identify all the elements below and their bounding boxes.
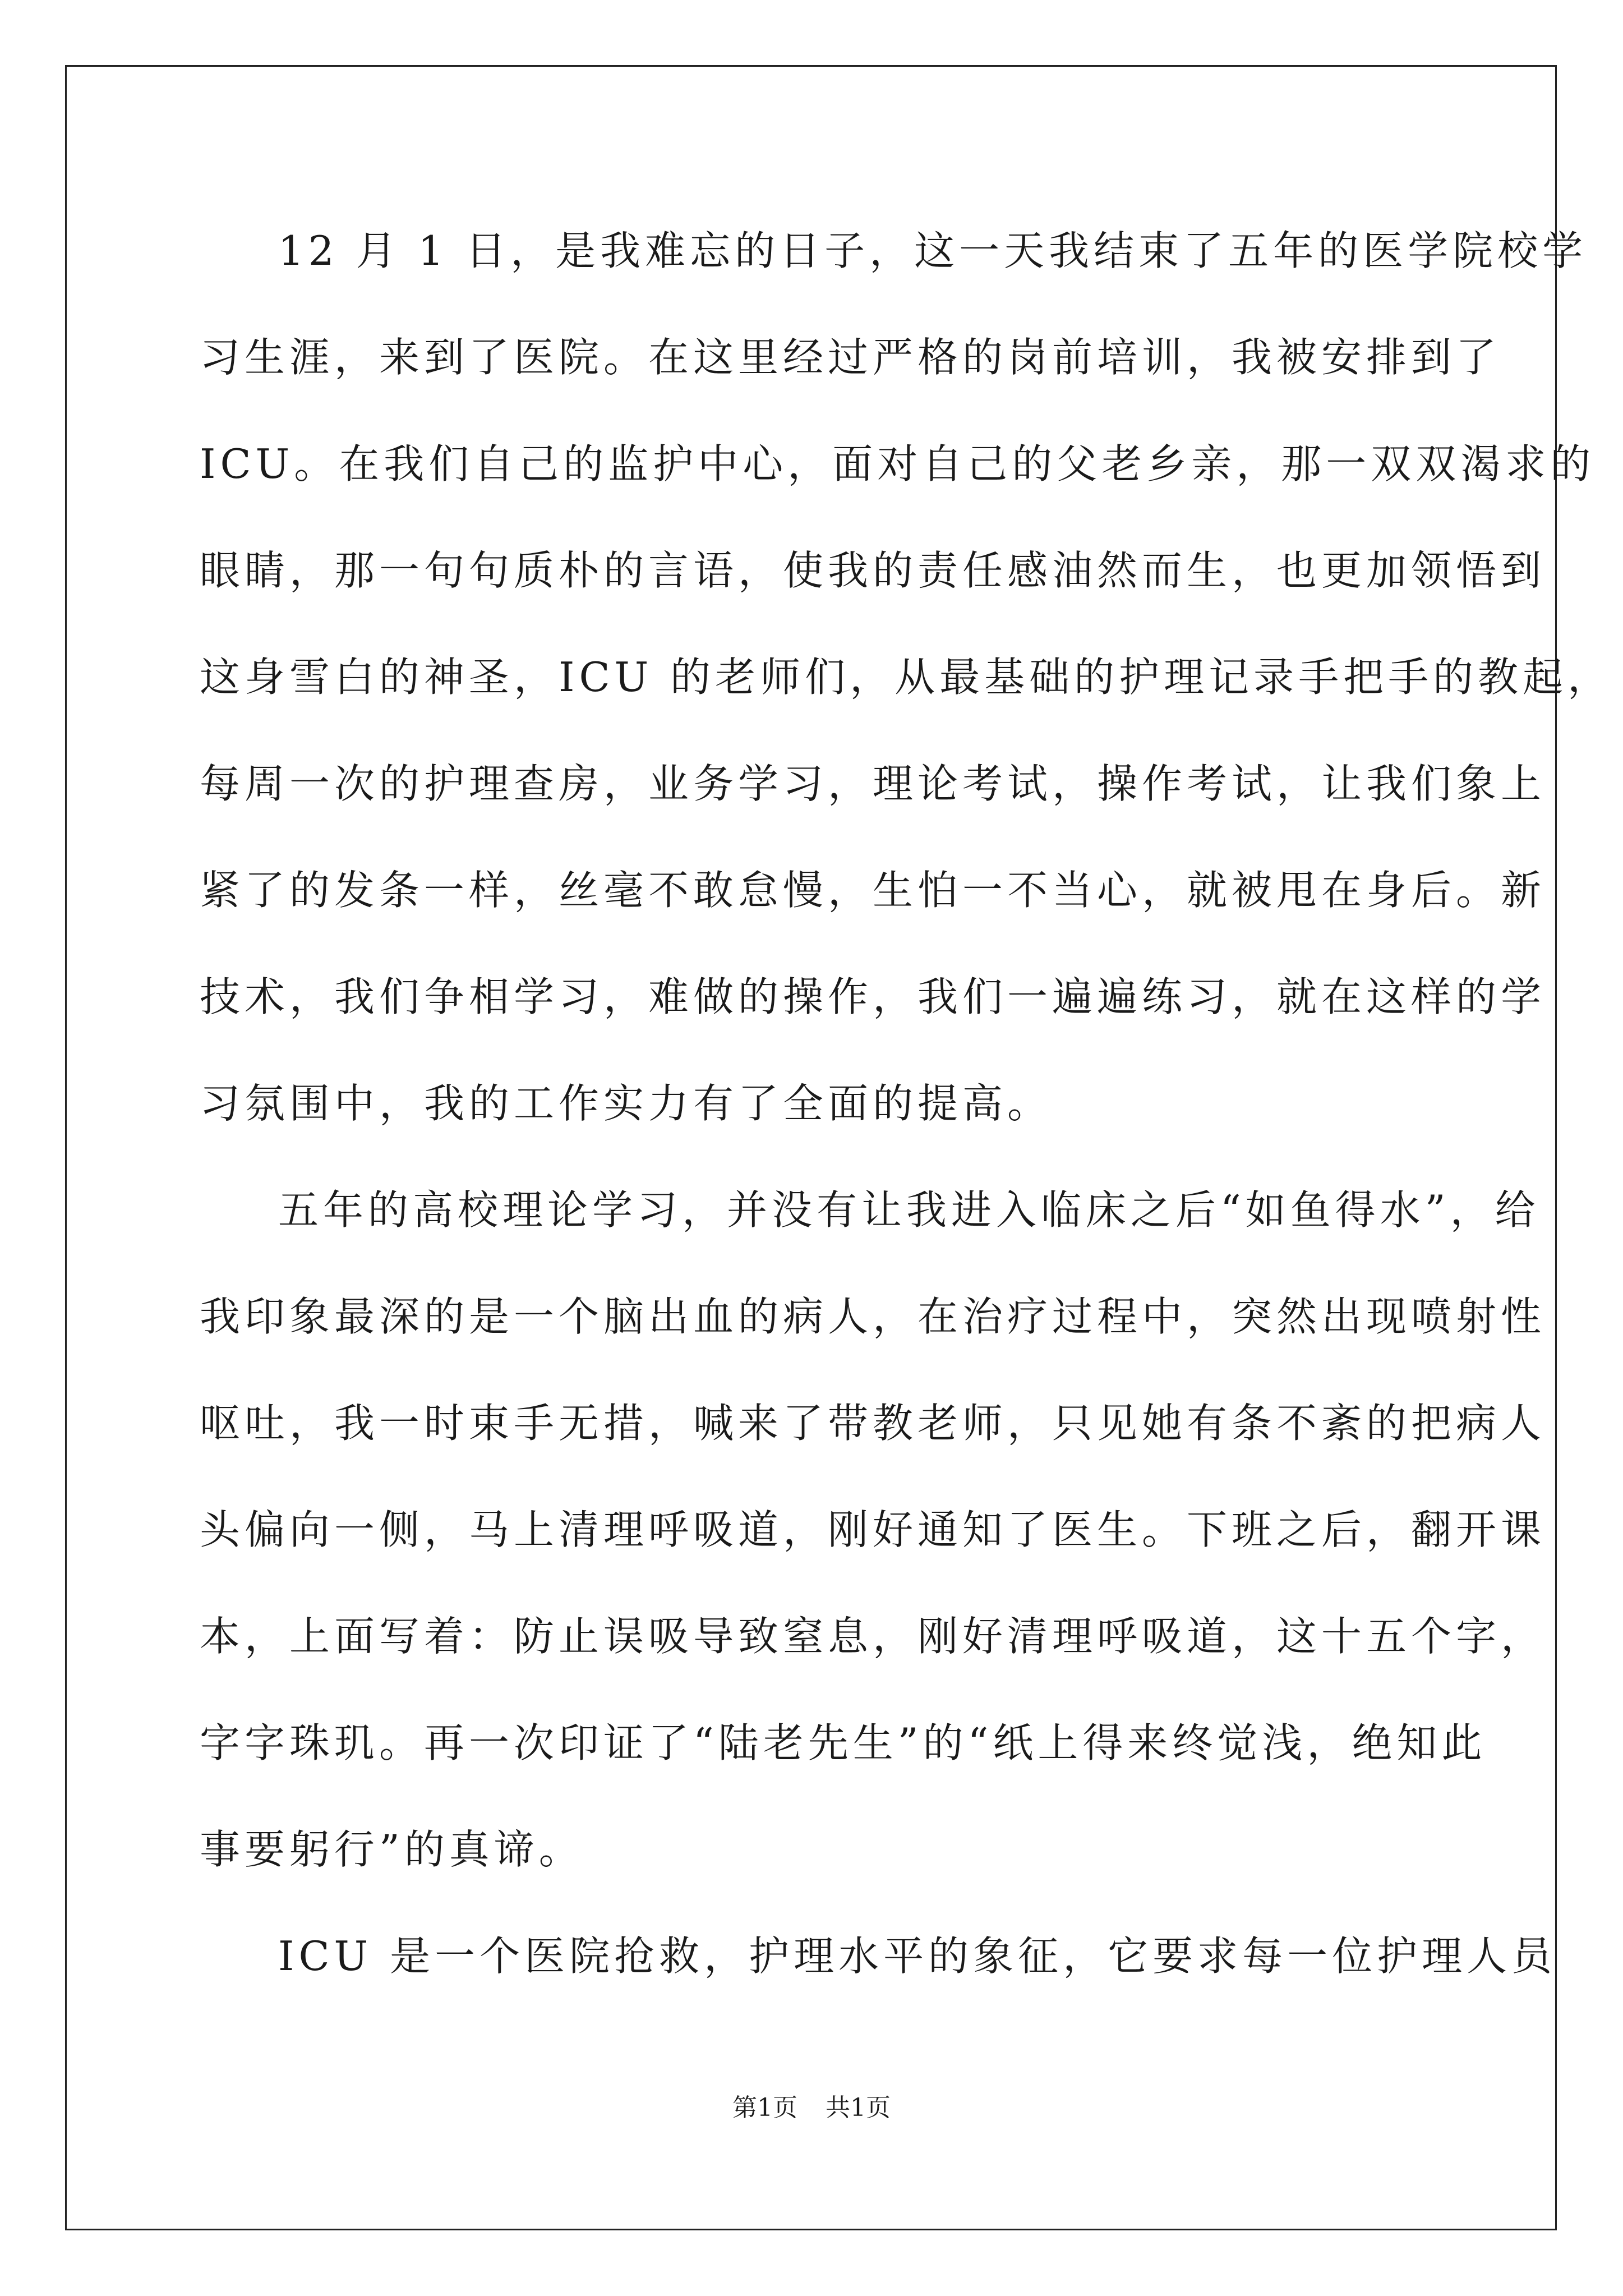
text-line: 习生涯，来到了医院。在这里经过严格的岗前培训，我被安排到了 xyxy=(200,334,1501,381)
page-total: 共1页 xyxy=(826,2093,891,2122)
text-line: 技术，我们争相学习，难做的操作，我们一遍遍练习，就在这样的学 xyxy=(200,973,1546,1020)
text-line: 头偏向一侧，马上清理呼吸道，刚好通知了医生。下班之后，翻开课 xyxy=(200,1506,1546,1553)
document-body xyxy=(200,209,1613,2021)
text-line: 这身雪白的神圣，ICU 的老师们，从最基础的护理记录手把手的教起， xyxy=(200,654,1613,701)
text-line: 紧了的发条一样，丝毫不敢怠慢，生怕一不当心，就被甩在身后。新 xyxy=(200,867,1546,914)
page-footer xyxy=(0,2091,1623,2125)
text-line: 事要躬行”的真谛。 xyxy=(200,1826,584,1873)
text-line: 12 月 1 日，是我难忘的日子，这一天我结束了五年的医学院校学 xyxy=(278,227,1588,274)
text-line: 习氛围中，我的工作实力有了全面的提高。 xyxy=(200,1080,1053,1127)
text-line: 眼睛，那一句句质朴的言语，使我的责任感油然而生，也更加领悟到 xyxy=(200,547,1546,594)
text-line: 我印象最深的是一个脑出血的病人，在治疗过程中，突然出现喷射性 xyxy=(200,1293,1546,1340)
text-line: ICU。在我们自己的监护中心，面对自己的父老乡亲，那一双双渴求的 xyxy=(200,440,1596,487)
text-line: 字字珠玑。再一次印证了“陆老先生”的“纸上得来终觉浅，绝知此 xyxy=(200,1719,1487,1766)
page-number: 第1页 xyxy=(732,2093,797,2122)
text-line: 呕吐，我一时束手无措，喊来了带教老师，只见她有条不紊的把病人 xyxy=(200,1400,1546,1447)
text-line: 五年的高校理论学习，并没有让我进入临床之后“如鱼得水”，给 xyxy=(278,1186,1540,1234)
text-line: ICU 是一个医院抢救，护理水平的象征，它要求每一位护理人员 xyxy=(278,1932,1557,1980)
text-line: 每周一次的护理查房，业务学习，理论考试，操作考试，让我们象上 xyxy=(200,760,1546,807)
text-line: 本，上面写着：防止误吸导致窒息，刚好清理呼吸道，这十五个字， xyxy=(200,1613,1546,1660)
